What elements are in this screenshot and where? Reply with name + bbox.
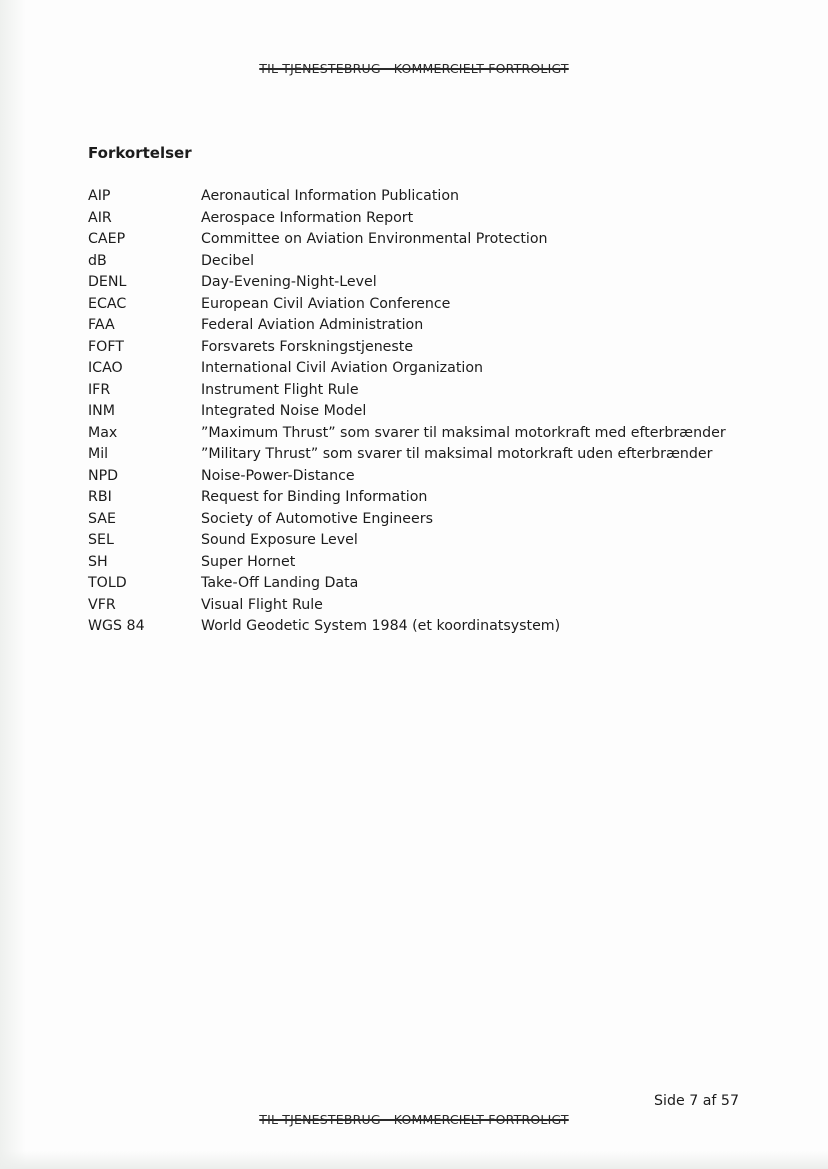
abbreviation-term: AIR bbox=[88, 209, 112, 226]
header-classification-text: TIL TJENESTEBRUG - KOMMERCIELT FORTROLIGT bbox=[259, 61, 569, 76]
abbreviation-term: RBI bbox=[88, 489, 112, 505]
abbreviation-row bbox=[88, 616, 726, 638]
abbreviation-row bbox=[88, 466, 726, 488]
abbreviation-term: dB bbox=[88, 252, 107, 269]
abbreviation-row bbox=[88, 444, 726, 466]
abbreviation-term: IFR bbox=[88, 381, 111, 398]
abbreviation-term: TOLD bbox=[88, 575, 127, 591]
abbreviation-term: ECAC bbox=[88, 295, 127, 312]
abbreviation-row bbox=[88, 315, 726, 337]
abbreviation-row bbox=[88, 186, 726, 208]
abbreviation-definition: Aeronautical Information Publication bbox=[201, 188, 460, 204]
abbreviation-row bbox=[88, 251, 726, 273]
abbreviation-definition: Decibel bbox=[201, 252, 255, 269]
abbreviation-row bbox=[88, 595, 726, 617]
abbreviation-row bbox=[88, 573, 726, 595]
abbreviation-row bbox=[88, 487, 726, 509]
abbreviation-term: Mil bbox=[88, 446, 109, 462]
abbreviation-row bbox=[88, 229, 726, 251]
abbreviation-definition: Forsvarets Forskningstjeneste bbox=[201, 338, 414, 355]
abbreviation-row bbox=[88, 294, 726, 316]
abbreviation-definition: ”Maximum Thrust” som svarer til maksimal motorkraft med efterbrænder bbox=[201, 424, 726, 441]
abbreviation-term: CAEP bbox=[88, 231, 126, 247]
abbreviation-row bbox=[88, 208, 726, 230]
abbreviation-term: AIP bbox=[88, 188, 111, 204]
abbreviation-term: DENL bbox=[88, 274, 127, 290]
abbreviation-term: NPD bbox=[88, 467, 119, 484]
header-classification bbox=[0, 61, 828, 76]
abbreviation-term: WGS 84 bbox=[88, 618, 145, 634]
abbreviation-definition: European Civil Aviation Conference bbox=[201, 295, 451, 312]
abbreviation-row bbox=[88, 337, 726, 359]
abbreviation-definition: Super Hornet bbox=[201, 553, 296, 570]
abbreviation-definition: Request for Binding Information bbox=[201, 489, 428, 505]
abbreviation-term: FOFT bbox=[88, 338, 124, 355]
abbreviation-term: VFR bbox=[88, 596, 116, 613]
abbreviation-definition: Noise-Power-Distance bbox=[201, 467, 355, 484]
abbreviation-definition: Committee on Aviation Environmental Protection bbox=[201, 231, 548, 247]
abbreviation-definition: Federal Aviation Administration bbox=[201, 317, 424, 333]
abbreviation-definition: Aerospace Information Report bbox=[201, 209, 414, 226]
abbreviation-row bbox=[88, 530, 726, 552]
section-title: Forkortelser bbox=[88, 144, 192, 162]
abbreviation-row bbox=[88, 358, 726, 380]
abbreviation-definition: Instrument Flight Rule bbox=[201, 381, 359, 398]
scan-edge-left bbox=[0, 0, 26, 1169]
abbreviation-list bbox=[88, 186, 726, 638]
abbreviation-row bbox=[88, 552, 726, 574]
abbreviation-definition: Day-Evening-Night-Level bbox=[201, 274, 377, 290]
abbreviation-definition: Sound Exposure Level bbox=[201, 532, 358, 548]
abbreviation-term: INM bbox=[88, 403, 116, 419]
abbreviation-row bbox=[88, 272, 726, 294]
footer-classification bbox=[0, 1112, 828, 1127]
abbreviation-definition: International Civil Aviation Organization bbox=[201, 360, 483, 376]
abbreviation-term: SH bbox=[88, 553, 108, 570]
abbreviation-row bbox=[88, 423, 726, 445]
abbreviation-definition: Visual Flight Rule bbox=[201, 596, 323, 613]
abbreviation-term: FAA bbox=[88, 317, 115, 333]
abbreviation-definition: World Geodetic System 1984 (et koordinatsystem) bbox=[201, 618, 561, 634]
abbreviation-definition: Take-Off Landing Data bbox=[201, 575, 359, 591]
abbreviation-definition: ”Military Thrust” som svarer til maksimal motorkraft uden efterbrænder bbox=[201, 446, 713, 462]
abbreviation-row bbox=[88, 380, 726, 402]
abbreviation-term: SAE bbox=[88, 510, 116, 527]
abbreviation-term: ICAO bbox=[88, 360, 123, 376]
scan-edge-bottom bbox=[0, 1151, 828, 1169]
page-number: Side 7 af 57 bbox=[654, 1093, 739, 1109]
abbreviation-definition: Integrated Noise Model bbox=[201, 403, 367, 419]
footer-classification-text: TIL TJENESTEBRUG - KOMMERCIELT FORTROLIGT bbox=[259, 1112, 569, 1127]
abbreviation-term: Max bbox=[88, 424, 118, 441]
abbreviation-term: SEL bbox=[88, 532, 114, 548]
abbreviation-row bbox=[88, 401, 726, 423]
abbreviation-definition: Society of Automotive Engineers bbox=[201, 510, 433, 527]
abbreviation-row bbox=[88, 509, 726, 531]
